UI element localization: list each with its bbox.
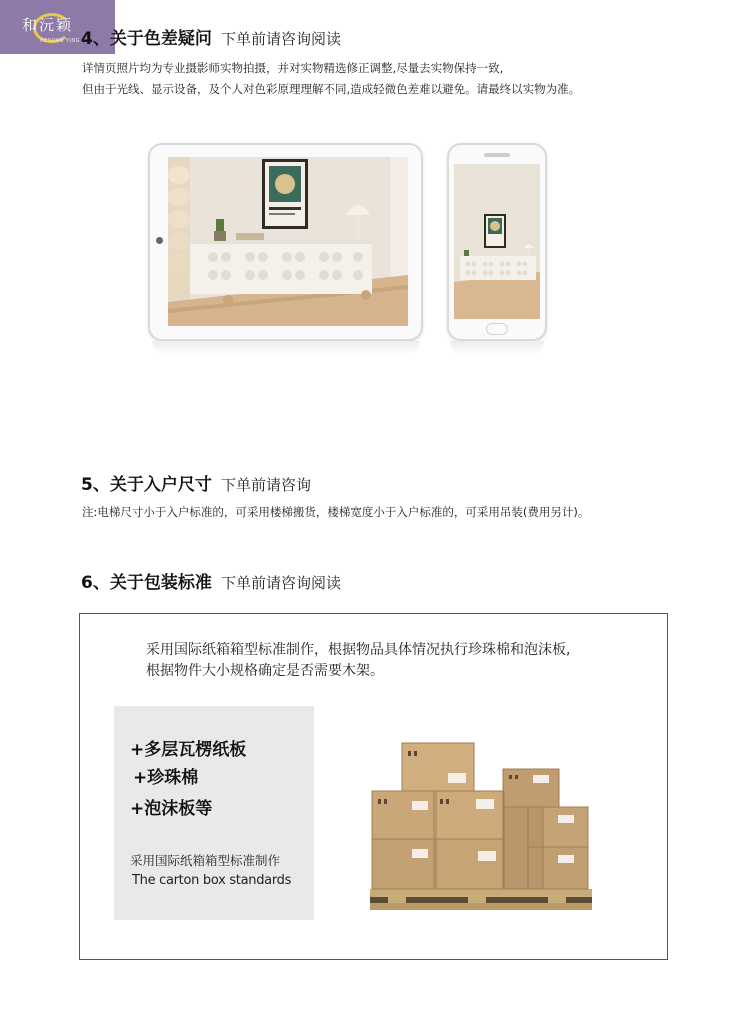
section4-line2: 但由于光线、显示设备，及个人对色彩原理理解不同,造成轻微色差难以避免。请最终以实物为准。 [82,82,581,96]
phone-device [447,143,547,341]
tablet-device [148,143,423,341]
phone-speaker-icon [484,153,510,157]
section5-heading [81,470,311,495]
phone-home-button [486,323,508,335]
logo-tagline: HEYUAN YING [40,38,81,44]
feature-corrugated: +多层瓦楞纸板 [130,740,247,760]
section4-subtitle: 下单前请咨询阅读 [220,30,341,48]
section4-line1: 详情页照片均为专业摄影师实物拍摄，并对实物精选修正调整,尽量去实物保持一致, [82,61,504,75]
section5-subtitle: 下单前请咨询 [220,476,311,494]
tablet-screen-image [168,157,408,326]
section6-heading [81,568,341,593]
packaging-features-panel [114,706,314,920]
section6-title: 6、关于包装标准 [81,573,212,593]
tablet-camera-icon [156,237,163,244]
packaging-desc-line1: 采用国际纸箱箱型标准制作，根据物品具体情况执行珍珠棉和泡沫板, [146,642,571,658]
section4-heading [81,24,341,49]
logo-name: 和沅颖 [22,16,74,34]
standard-cn: 采用国际纸箱箱型标准制作 [130,853,281,868]
tablet-reflection [152,341,420,355]
section6-subtitle: 下单前请咨询阅读 [220,574,341,592]
phone-reflection [450,341,544,355]
packaging-description [146,640,570,682]
packaging-standard-box [79,613,668,960]
carton-pallet-image [368,739,608,914]
section4-title: 4、关于色差疑问 [81,29,212,49]
feature-pearl-cotton: +珍珠棉 [133,768,199,788]
phone-screen-image [454,164,540,319]
packaging-desc-line2: 根据物件大小规格确定是否需要木架。 [146,663,384,679]
section5-note: 注:电梯尺寸小于入户标准的，可采用楼梯搬货，楼梯宽度小于入户标准的，可采用吊装(费用另计)。 [82,505,590,519]
feature-foam-board: +泡沫板等 [130,799,213,819]
standard-en: The carton box standards [132,873,292,888]
section5-title: 5、关于入户尺寸 [81,475,212,495]
